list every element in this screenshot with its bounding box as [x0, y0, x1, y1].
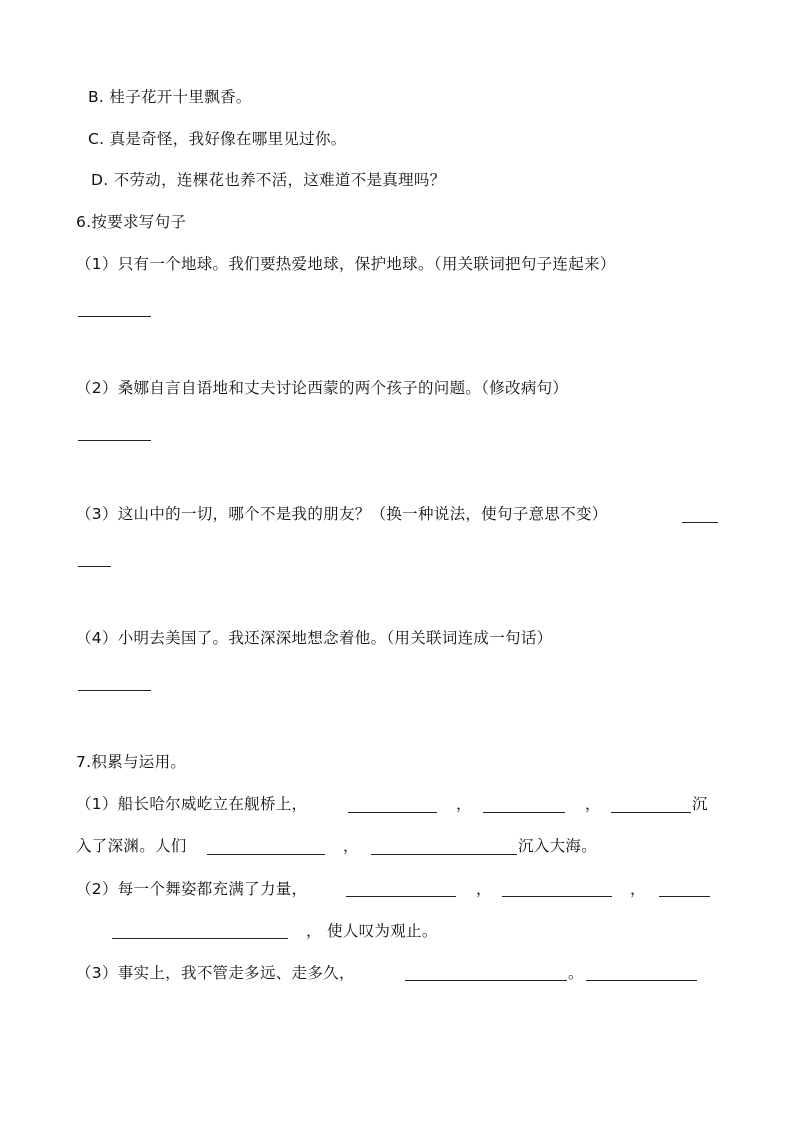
- q6-sentence-4: （4）小明去美国了。我还深深地想念着他。（用关联词连成一句话）: [76, 629, 553, 647]
- q7-s3-sep: 。: [568, 964, 584, 982]
- q7-title: 7.积累与运用。: [76, 753, 187, 771]
- q7-s1-sep-3: ，: [343, 837, 359, 855]
- q5-option-d: D. 不劳动，连棵花也养不活，这难道不是真理吗？: [91, 171, 446, 189]
- q6-sentence-2: （2）桑娜自言自语地和丈夫讨论西蒙的两个孩子的问题。（修改病句）: [76, 379, 569, 397]
- q7-s2-sep-2: ，: [630, 880, 646, 898]
- q7-s1-prefix: （1）船长哈尔威屹立在舰桥上，: [76, 795, 308, 813]
- q7-s2-blank-2[interactable]: [502, 896, 612, 897]
- q7-s2-prefix: （2）每一个舞姿都充满了力量，: [76, 880, 308, 898]
- q7-s1-line2-prefix: 入了深渊。人们: [76, 837, 187, 855]
- q7-s1-sep-1: ，: [456, 795, 472, 813]
- q5-option-b: B. 桂子花开十里飘香。: [88, 88, 252, 106]
- q6-answer-blank-1[interactable]: [78, 316, 151, 317]
- q7-s1-blank-2[interactable]: [483, 812, 565, 813]
- q5-option-c: C. 真是奇怪，我好像在哪里见过你。: [88, 130, 347, 148]
- q7-s2-sep-1: ，: [476, 880, 492, 898]
- q6-sentence-1: （1）只有一个地球。我们要热爱地球，保护地球。（用关联词把句子连起来）: [76, 255, 616, 273]
- q6-answer-blank-4[interactable]: [78, 690, 151, 691]
- q7-s1-sep-2: ，: [585, 795, 601, 813]
- q7-s2-blank-1[interactable]: [346, 896, 456, 897]
- q7-s3-prefix: （3）事实上，我不管走多远、走多久，: [76, 964, 355, 982]
- q7-s1-blank-1[interactable]: [348, 812, 437, 813]
- q6-answer-blank-3b[interactable]: [78, 566, 111, 567]
- q6-answer-blank-2[interactable]: [78, 440, 151, 441]
- q7-s2-blank-3a[interactable]: [659, 896, 710, 897]
- q7-s3-blank-2[interactable]: [586, 980, 697, 981]
- q6-title: 6.按要求写句子: [76, 213, 187, 231]
- q7-s1-blank-3[interactable]: [611, 812, 691, 813]
- q6-answer-blank-3a[interactable]: [682, 522, 718, 523]
- q6-sentence-3: （3）这山中的一切，哪个不是我的朋友？（换一种说法，使句子意思不变）: [76, 505, 608, 523]
- q7-s2-line2-end: ， 使人叹为观止。: [306, 922, 438, 940]
- q7-s1-blank-4[interactable]: [207, 854, 325, 855]
- q7-s2-blank-3b[interactable]: [112, 938, 288, 939]
- q7-s1-end: 沉: [692, 795, 708, 813]
- q7-s1-line2-end: 沉入大海。: [518, 837, 598, 855]
- q7-s1-blank-5[interactable]: [371, 854, 517, 855]
- q7-s3-blank-1[interactable]: [405, 980, 567, 981]
